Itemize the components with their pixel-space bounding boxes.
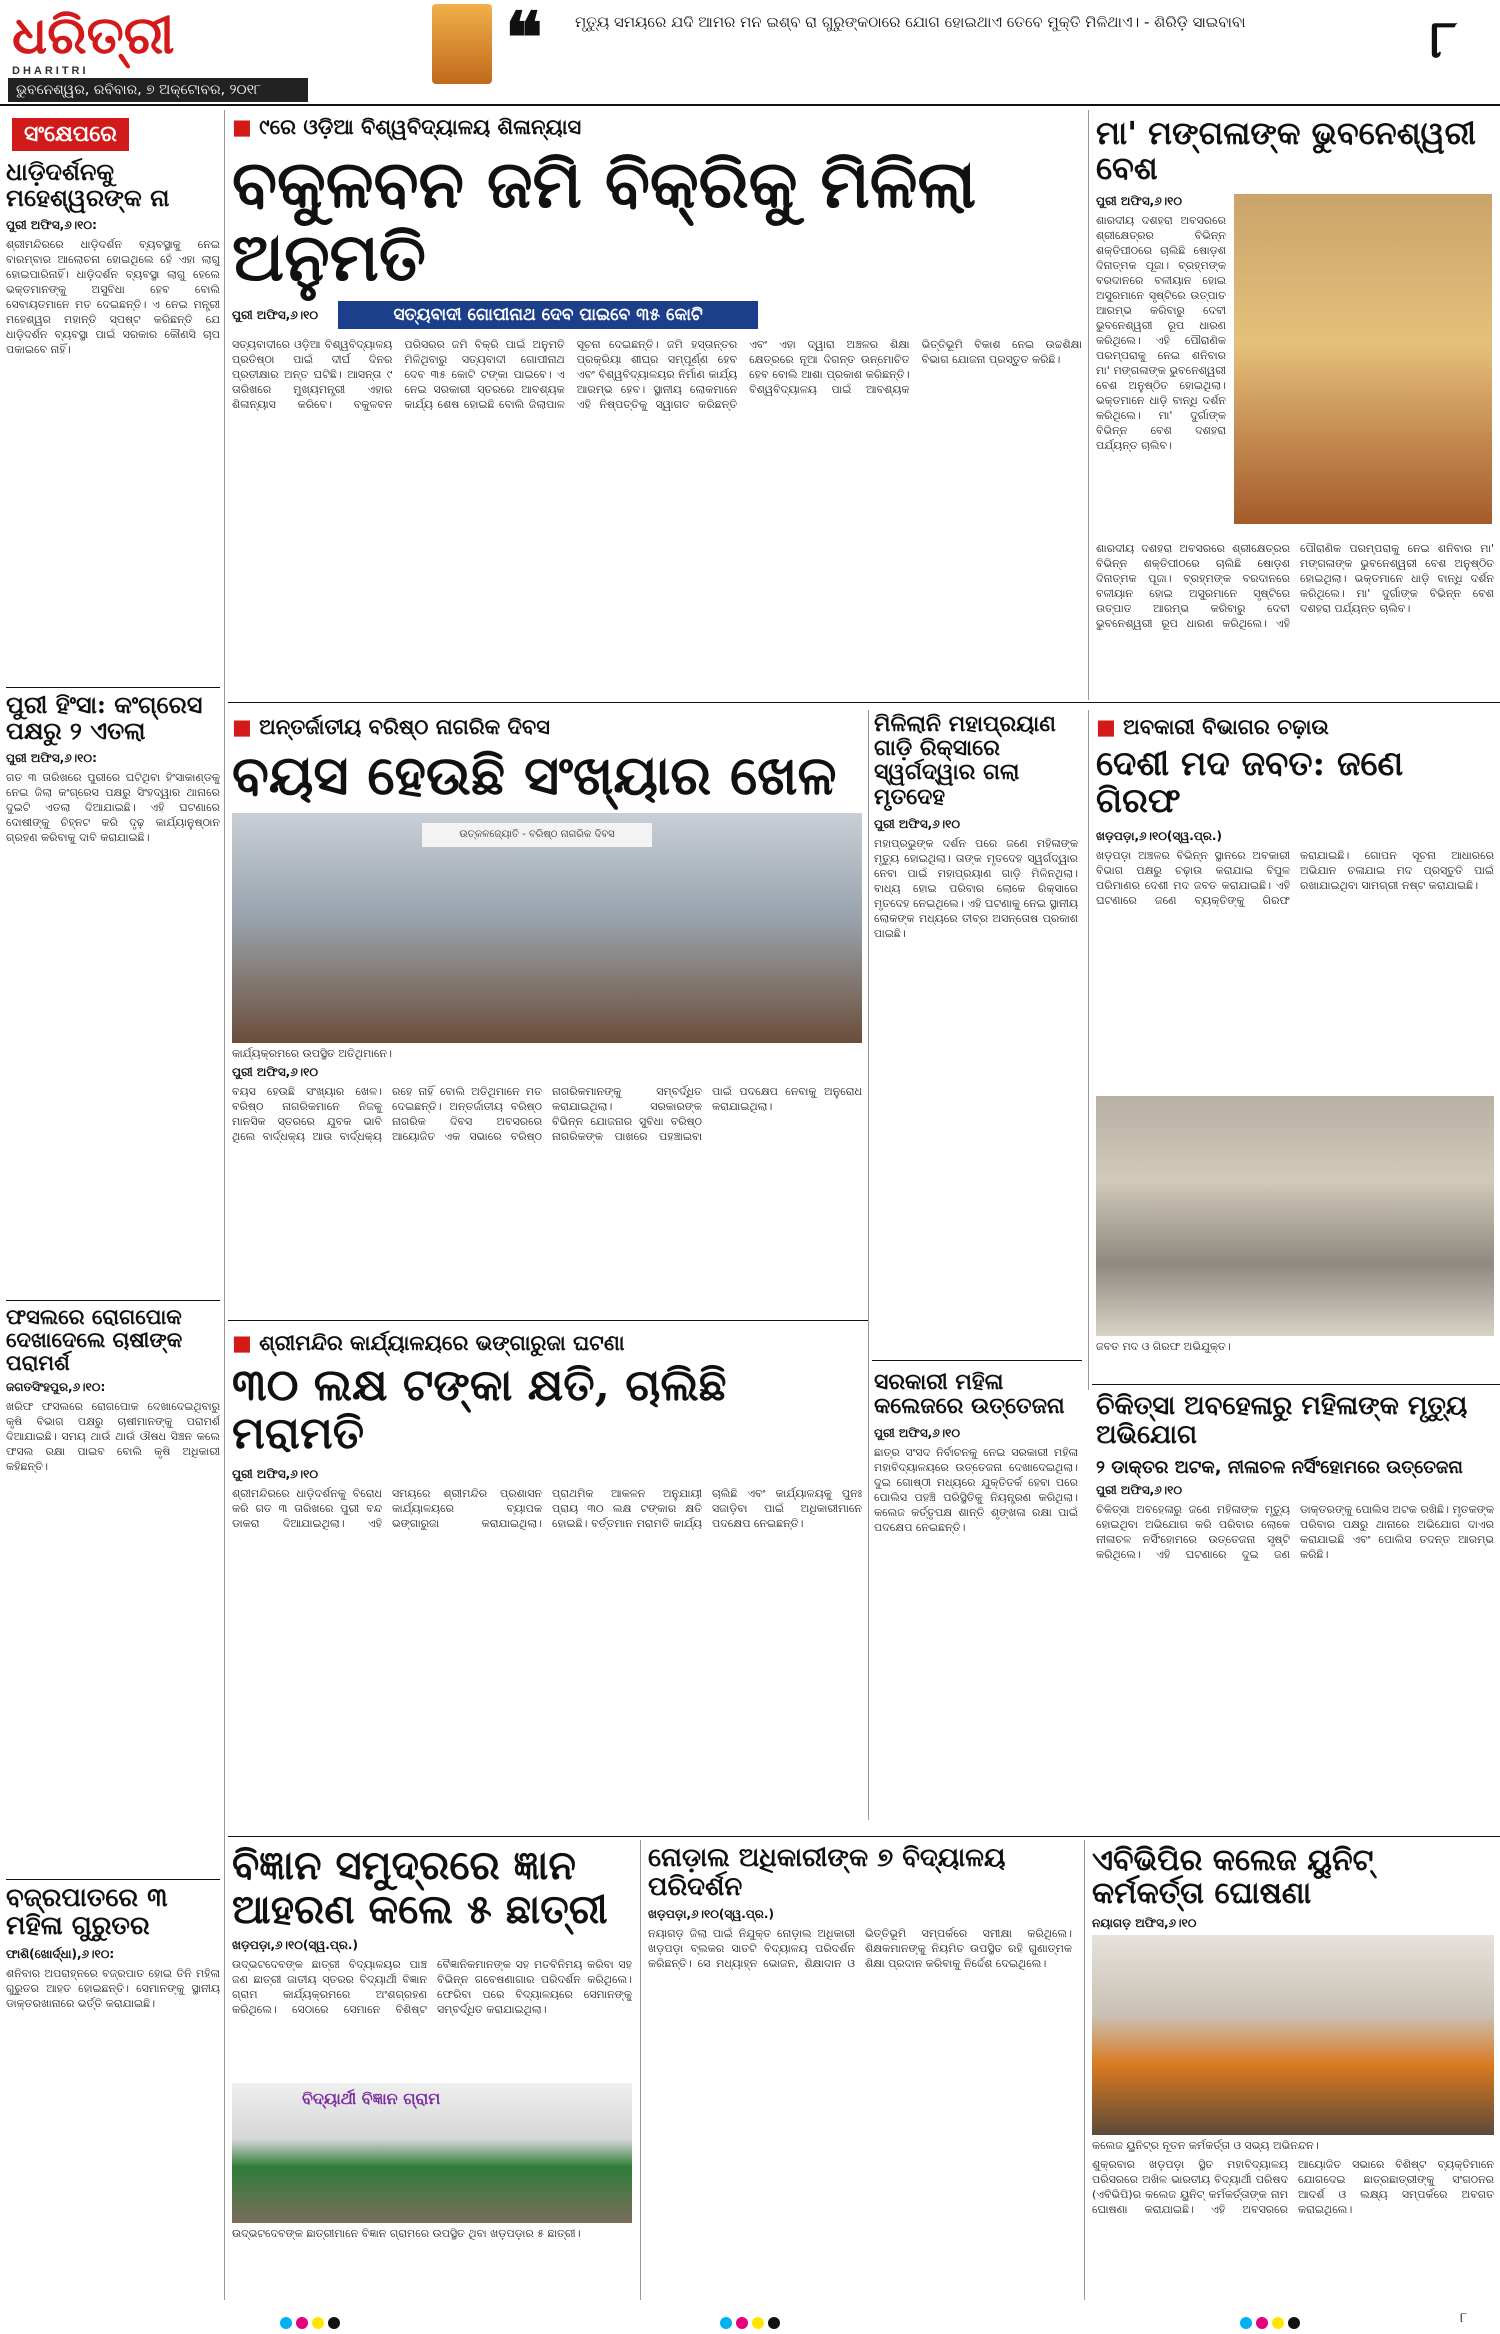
brief-body: ଶନିବାର ଅପରାହ୍ନରେ ବଜ୍ରପାତ ହୋଇ ତିନି ମହିଳା ଗୁରୁତର ଆହତ ହୋଇଛନ୍ତି। ସେମାନଙ୍କୁ ସ୍ଥାନୀୟ ଡାକ୍ତରଖାନାରେ ଭର୍ତ୍ତି କରାଯାଇଛି। xyxy=(6,1967,220,2011)
hospital-subhead: ୨ ଡାକ୍ତର ଅଟକ, ନୀଳାଚଳ ନର୍ସିଂହୋମରେ ଉତ୍ତେଜନା xyxy=(1096,1457,1463,1479)
section-rule xyxy=(872,1360,1082,1361)
lead-banner: ସତ୍ୟବାଦୀ ଗୋପୀନାଥ ଦେବ ପାଇବେ ୩୫ କୋଟି xyxy=(338,301,758,329)
mahaprayan-headline: ମିଳିଲାନି ମହାପ୍ରୟାଣ ଗାଡ଼ି ରିକ୍ସାରେ ସ୍ୱର୍ଗଦ୍ୱାର ଗଲା ମୃତଦେହ xyxy=(874,711,1056,810)
liquor-dateline: ଖଡ଼ପଡ଼ା,୬।୧୦(ସ୍ୱ.ପ୍ର.) xyxy=(1096,828,1222,843)
logo-text: ଧରିତ୍ରୀ xyxy=(12,5,175,66)
liquor-body: ଖଡ଼ପଡ଼ା ଅଞ୍ଚଳର ବିଭିନ୍ନ ସ୍ଥାନରେ ଅବକାରୀ ବିଭାଗ ପକ୍ଷରୁ ଚଢ଼ାଉ କରାଯାଇ ବିପୁଳ ପରିମାଣର ଦେଶୀ ମଦ ଜବତ କରାଯାଇଛି। ଏହି ଘଟଣାରେ ଜଣେ ବ୍ୟକ୍ତିଙ୍କୁ ଗିରଫ କରାଯାଇଛି। ଗୋପନ ସୂଚନା ଆଧାରରେ ଅଭିଯାନ ଚଳାଯାଇ ମଦ ପ୍ରସ୍ତୁତି ପାଇଁ ରଖାଯାଇଥିବା ସାମଗ୍ରୀ ନଷ୍ଟ କରାଯାଇଛି। xyxy=(1096,848,1494,907)
temple-kicker: ■ ଶ୍ରୀମନ୍ଦିର କାର୍ଯ୍ୟାଳୟରେ ଭଙ୍ଗାରୁଜା ଘଟଣା xyxy=(232,1328,862,1358)
elderly-caption: କାର୍ଯ୍ୟକ୍ରମରେ ଉପସ୍ଥିତ ଅତିଥିମାନେ। xyxy=(232,1047,392,1061)
hospital-headline: ଚିକିତ୍ସା ଅବହେଳାରୁ ମହିଳାଙ୍କ ମୃତ୍ୟୁ ଅଭିଯୋଗ xyxy=(1096,1391,1468,1450)
column-divider xyxy=(868,710,869,1820)
brief-body: ଖରିଫ ଫସଲରେ ରୋଗପୋକ ଦେଖାଦେଇଥିବାରୁ କୃଷି ବିଭାଗ ପକ୍ଷରୁ ଚାଷୀମାନଙ୍କୁ ପରାମର୍ଶ ଦିଆଯାଇଛି। ସମୟ ଥାଉଁ ଥାଉଁ ଔଷଧ ସିଞ୍ଚନ କଲେ ଫସଲ ରକ୍ଷା ପାଇବ ବୋଲି କୃଷି ଅଧିକାରୀ କହିଛନ୍ତି। xyxy=(6,1399,220,1473)
abvp-group-photo xyxy=(1092,1935,1494,2135)
mahaprayan-story xyxy=(874,712,1078,1352)
temple-dateline: ପୁରୀ ଅଫିସ,୬।୧୦ xyxy=(232,1466,319,1481)
science-caption: ଉଦ୍ଭଟଦେବଙ୍କ ଛାତ୍ରୀମାନେ ବିଜ୍ଞାନ ଗ୍ରାମରେ ଉପସ୍ଥିତ ଥିବା ଖଡ଼ପଡ଼ାର ୫ ଛାତ୍ରୀ। xyxy=(232,2227,581,2240)
abvp-headline: ଏବିଭିପିର କଲେଜ ୟୁନିଟ୍ କର୍ମକର୍ତ୍ତା ଘୋଷଣା xyxy=(1092,1843,1374,1911)
hospital-body: ଚିକିତ୍ସା ଅବହେଳାରୁ ଜଣେ ମହିଳାଙ୍କ ମୃତ୍ୟୁ ହୋଇଥିବା ଅଭିଯୋଗ କରି ପରିବାର ଲୋକେ ନୀଳାଚଳ ନର୍ସିଂହୋମରେ ଉତ୍ତେଜନା ସୃଷ୍ଟି କରିଥିଲେ। ଏହି ଘଟଣାରେ ଦୁଇ ଜଣ ଡାକ୍ତରଙ୍କୁ ପୋଲିସ ଅଟକ ରଖିଛି। ମୃତକଙ୍କ ପରିବାର ପକ୍ଷରୁ ଥାନାରେ ଅଭିଯୋଗ ଦାଏର କରାଯାଇଛି ଏବଂ ପୋଲିସ ତଦନ୍ତ ଆରମ୍ଭ କରିଛି। xyxy=(1096,1503,1494,1562)
abvp-caption: କଲେଜ ୟୁନିଟ୍‌ର ନୂତନ କର୍ମକର୍ତ୍ତା ଓ ସଭ୍ୟ ଅଭିନନ୍ଦନ। xyxy=(1092,2139,1319,2152)
science-village-photo xyxy=(232,2083,632,2223)
abvp-body: ଶୁକ୍ରବାର ଖଡ଼ପଡ଼ା ସ୍ଥିତ ମହାବିଦ୍ୟାଳୟ ପରିସରରେ ଅଖିଳ ଭାରତୀୟ ବିଦ୍ୟାର୍ଥୀ ପରିଷଦ (ଏବିଭିପି)ର କଲେଜ ୟୁନିଟ୍ କର୍ମକର୍ତ୍ତାଙ୍କ ନାମ ଘୋଷଣା କରାଯାଇଛି। ଏହି ଅବସରରେ ଆୟୋଜିତ ସଭାରେ ବିଶିଷ୍ଟ ବ୍ୟକ୍ତିମାନେ ଯୋଗଦେଇ ଛାତ୍ରଛାତ୍ରୀଙ୍କୁ ସଂଗଠନର ଆଦର୍ଶ ଓ ଲକ୍ଷ୍ୟ ସମ୍ପର୍କରେ ଅବଗତ କରାଇଥିଲେ। xyxy=(1092,2158,1494,2216)
page-number: ୮ xyxy=(1430,10,1458,70)
elderly-headline: ବୟସ ହେଉଛି ସଂଖ୍ୟାର ଖେଳ xyxy=(232,743,837,807)
brief-divider xyxy=(6,1300,220,1301)
nodal-officer-story xyxy=(648,1844,1072,2304)
sidebar-tag: ସଂକ୍ଷେପରେ xyxy=(12,118,129,151)
abvp-story xyxy=(1092,1844,1494,2304)
brief-divider xyxy=(6,687,220,688)
temple-office-story xyxy=(232,1328,862,1828)
section-rule xyxy=(228,1836,1500,1837)
elderly-story xyxy=(232,712,862,1322)
brief-story xyxy=(6,689,220,1290)
nodal-headline: ନୋଡ଼ାଲ ଅଧିକାରୀଙ୍କ ୭ ବିଦ୍ୟାଳୟ ପରିଦର୍ଶନ xyxy=(648,1843,1006,1902)
column-divider xyxy=(224,110,225,2300)
mahaprayan-body: ମହାପ୍ରଭୁଙ୍କ ଦର୍ଶନ ପରେ ଜଣେ ମହିଳାଙ୍କ ମୃତ୍ୟୁ ହୋଇଥିଲା। ତାଙ୍କ ମୃତଦେହ ସ୍ୱର୍ଗଦ୍ୱାର ନେବା ପାଇଁ ମହାପ୍ରୟାଣ ଗାଡ଼ି ମିଳିନଥିଲା। ବାଧ୍ୟ ହୋଇ ପରିବାର ଲୋକେ ରିକ୍ସାରେ ମୃତଦେହ ନେଇଥିଲେ। ଏହି ଘଟଣାକୁ ନେଇ ସ୍ଥାନୀୟ ଲୋକଙ୍କ ମଧ୍ୟରେ ତୀବ୍ର ଅସନ୍ତୋଷ ପ୍ରକାଶ ପାଇଛି। xyxy=(874,836,1078,940)
section-rule xyxy=(1092,1384,1500,1385)
brief-dateline: ଜଗତସିଂହପୁର,୬।୧୦: xyxy=(6,1379,106,1394)
brief-dateline: ପୁରୀ ଅଫିସ,୬।୧୦: xyxy=(6,217,97,232)
elderly-event-photo xyxy=(232,813,862,1043)
science-body: ଉଦ୍ଭଟଦେବଙ୍କ ଛାତ୍ରୀ ବିଦ୍ୟାଳୟର ପାଞ୍ଚ ଜଣ ଛାତ୍ରୀ ଜାତୀୟ ସ୍ତରର ବିଦ୍ୟାର୍ଥୀ ବିଜ୍ଞାନ ଗ୍ରାମ କାର୍ଯ୍ୟକ୍ରମରେ ଅଂଶଗ୍ରହଣ କରିଥିଲେ। ସେଠାରେ ସେମାନେ ବିଶିଷ୍ଟ ବୈଜ୍ଞାନିକମାନଙ୍କ ସହ ମତବିନିମୟ କରିବା ସହ ବିଭିନ୍ନ ଗବେଷଣାଗାର ପରିଦର୍ଶନ କରିଥିଲେ। ଫେରିବା ପରେ ବିଦ୍ୟାଳୟରେ ସେମାନଙ୍କୁ ସମ୍ବର୍ଦ୍ଧିତ କରାଯାଇଥିଲା। xyxy=(232,1958,632,2016)
college-body: ଛାତ୍ର ସଂସଦ ନିର୍ବାଚନକୁ ନେଇ ସରକାରୀ ମହିଳା ମହାବିଦ୍ୟାଳୟରେ ଉତ୍ତେଜନା ଦେଖାଦେଇଥିଲା। ଦୁଇ ଗୋଷ୍ଠୀ ମଧ୍ୟରେ ଯୁକ୍ତିତର୍କ ହେବା ପରେ ପୋଲିସ ପହଞ୍ଚି ପରିସ୍ଥିତିକୁ ନିୟନ୍ତ୍ରଣ କରିଥିଲା। କଲେଜ କର୍ତ୍ତୃପକ୍ଷ ଶାନ୍ତି ଶୃଙ୍ଖଳା ରକ୍ଷା ପାଇଁ ପଦକ୍ଷେପ ନେଇଛନ୍ତି। xyxy=(874,1446,1078,1535)
brief-story xyxy=(6,159,220,677)
section-rule xyxy=(228,702,1500,703)
college-headline: ସରକାରୀ ମହିଳା କଲେଜରେ ଉତ୍ତେଜନା xyxy=(874,1369,1065,1420)
college-dateline: ପୁରୀ ଅଫିସ,୬।୧୦ xyxy=(874,1426,961,1441)
maa-mangala-body: ଶାରଦୀୟ ଦଶହରା ଅବସରରେ ଶ୍ରୀକ୍ଷେତ୍ରର ବିଭିନ୍ନ ଶକ୍ତିପୀଠରେ ଚାଲିଛି ଷୋଡ଼ଶ ଦିନାତ୍ମକ ପୂଜା। ବ୍ରହ୍ମଙ୍କ ବରଦାନରେ ବଳୀୟାନ ହୋଇ ଅସୁରମାନେ ସୃଷ୍ଟିରେ ଉତ୍ପାତ ଆରମ୍ଭ କରିବାରୁ ଦେବୀ ଭୁବନେଶ୍ୱରୀ ରୂପ ଧାରଣ କରିଥିଲେ। ଏହି ପୌରାଣିକ ପରମ୍ପରାକୁ ନେଇ ଶନିବାର ମା' ମଙ୍ଗଳାଙ୍କ ଭୁବନେଶ୍ୱରୀ ବେଶ ଅନୁଷ୍ଠିତ ହୋଇଥିଲା। ଭକ୍ତମାନେ ଧାଡ଼ି ବାନ୍ଧି ଦର୍ଶନ କରିଥିଲେ। ମା' ଦୁର୍ଗାଙ୍କ ବିଭିନ୍ନ ବେଶ ଦଶହରା ପର୍ଯ୍ୟନ୍ତ ଚାଲିବ। xyxy=(1096,214,1226,453)
science-dateline: ଖଡ଼ପଡ଼ା,୬।୧୦(ସ୍ୱ.ପ୍ର.) xyxy=(232,1938,358,1952)
sidebar-briefs xyxy=(6,112,220,2292)
science-village-banner: ବିଦ୍ୟାର୍ଥୀ ବିଜ୍ଞାନ ଗ୍ରାମ xyxy=(302,2089,441,2108)
liquor-story xyxy=(1096,712,1494,1372)
liquor-headline: ଦେଶୀ ମଦ ଜବତ: ଜଣେ ଗିରଫ xyxy=(1096,744,1404,822)
brief-headline: ଫସଲରେ ରୋଗପୋକ ଦେଖାଦେଲେ ଚାଷୀଙ୍କ ପରାମର୍ଶ xyxy=(6,1303,183,1375)
dateline: ଭୁବନେଶ୍ୱର, ରବିବାର, ୭ ଅକ୍ଟୋବର, ୨୦୧୮ xyxy=(8,78,308,102)
science-story xyxy=(232,1844,632,2304)
nodal-body: ନୟାଗଡ଼ ଜିଲା ପାଇଁ ନିଯୁକ୍ତ ନୋଡ଼ାଲ ଅଧିକାରୀ ଖଡ଼ପଡ଼ା ବ୍ଲକର ସାତଟି ବିଦ୍ୟାଳୟ ପରିଦର୍ଶନ କରିଛନ୍ତି। ସେ ମଧ୍ୟାହ୍ନ ଭୋଜନ, ଶିକ୍ଷାଦାନ ଓ ଭିତ୍ତିଭୂମି ସମ୍ପର୍କରେ ସମୀକ୍ଷା କରିଥିଲେ। ଶିକ୍ଷକମାନଙ୍କୁ ନିୟମିତ ଉପସ୍ଥିତ ରହି ଗୁଣାତ୍ମକ ଶିକ୍ଷା ପ୍ରଦାନ କରିବାକୁ ନିର୍ଦ୍ଦେଶ ଦେଇଥିଲେ। xyxy=(648,1927,1072,1971)
maa-mangala-dateline: ପୁରୀ ଅଫିସ,୬।୧୦ xyxy=(1096,194,1183,209)
lead-headline: ବକୁଳବନ ଜମି ବିକ୍ରିକୁ ମିଳିଲା ଅନୁମତି xyxy=(232,145,977,296)
masthead-rule xyxy=(0,104,1500,106)
column-divider xyxy=(1088,110,1089,700)
lead-kicker: ■ ୯ରେ ଓଡ଼ିଆ ବିଶ୍ୱବିଦ୍ୟାଳୟ ଶିଳାନ୍ୟାସ xyxy=(232,112,1082,142)
elderly-body: ବୟସ ହେଉଛି ସଂଖ୍ୟାର ଖେଳ। ବରିଷ୍ଠ ନାଗରିକମାନେ ନିଜକୁ ମାନସିକ ସ୍ତରରେ ଯୁବକ ଭାବି ଥିଲେ ବାର୍ଦ୍ଧକ୍ୟ ଆଉ ବାର୍ଦ୍ଧକ୍ୟ ରହେ ନାହିଁ ବୋଲି ଅତିଥିମାନେ ମତ ଦେଇଛନ୍ତି। ଅନ୍ତର୍ଜାତୀୟ ବରିଷ୍ଠ ନାଗରିକ ଦିବସ ଅବସରରେ ଆୟୋଜିତ ଏକ ସଭାରେ ବରିଷ୍ଠ ନାଗରିକମାନଙ୍କୁ ସମ୍ବର୍ଦ୍ଧିତ କରାଯାଇଥିଲା। ସରକାରଙ୍କ ବିଭିନ୍ନ ଯୋଜନାର ସୁବିଧା ବରିଷ୍ଠ ନାଗରିକଙ୍କ ପାଖରେ ପହଞ୍ଚାଇବା ପାଇଁ ପଦକ୍ଷେପ ନେବାକୁ ଅନୁରୋଧ କରାଯାଇଥିଲା। xyxy=(232,1085,862,1144)
registration-marks xyxy=(280,2314,344,2333)
brief-body: ଶ୍ରୀମନ୍ଦିରରେ ଧାଡ଼ିଦର୍ଶନ ବ୍ୟବସ୍ଥାକୁ ନେଇ ବାରମ୍ବାର ଆଲୋଚନା ହୋଇଥିଲେ ହେଁ ଏହା ଲାଗୁ ହୋଇପାରିନାହିଁ। ଧାଡ଼ିଦର୍ଶନ ବ୍ୟବସ୍ଥା ଲାଗୁ ହେଲେ ଭକ୍ତମାନଙ୍କୁ ଅସୁବିଧା ହେବ ବୋଲି ସେବାୟତମାନେ ମତ ଦେଇଛନ୍ତି। ଏ ନେଇ ମନ୍ତ୍ରୀ ମହେଶ୍ୱର ମହାନ୍ତି ସ୍ପଷ୍ଟ କରିଛନ୍ତି ଯେ ଧାଡ଼ିଦର୍ଶନ ବ୍ୟବସ୍ଥା ପାଇଁ ସରକାର କୌଣସି ଚାପ ପକାଇବେ ନାହିଁ। xyxy=(6,237,220,356)
brief-divider xyxy=(6,1879,220,1880)
mahaprayan-dateline: ପୁରୀ ଅଫିସ,୬।୧୦ xyxy=(874,816,961,831)
footer-page-mark: ୮ xyxy=(1460,2310,1468,2326)
maa-mangala-body-cont: ଶାରଦୀୟ ଦଶହରା ଅବସରରେ ଶ୍ରୀକ୍ଷେତ୍ରର ବିଭିନ୍ନ ଶକ୍ତିପୀଠରେ ଚାଲିଛି ଷୋଡ଼ଶ ଦିନାତ୍ମକ ପୂଜା। ବ୍ରହ୍ମଙ୍କ ବରଦାନରେ ବଳୀୟାନ ହୋଇ ଅସୁରମାନେ ସୃଷ୍ଟିରେ ଉତ୍ପାତ ଆରମ୍ଭ କରିବାରୁ ଦେବୀ ଭୁବନେଶ୍ୱରୀ ରୂପ ଧାରଣ କରିଥିଲେ। ଏହି ପୌରାଣିକ ପରମ୍ପରାକୁ ନେଇ ଶନିବାର ମା' ମଙ୍ଗଳାଙ୍କ ଭୁବନେଶ୍ୱରୀ ବେଶ ଅନୁଷ୍ଠିତ ହୋଇଥିଲା। ଭକ୍ତମାନେ ଧାଡ଼ି ବାନ୍ଧି ଦର୍ଶନ କରିଥିଲେ। ମା' ଦୁର୍ଗାଙ୍କ ବିଭିନ୍ନ ବେଶ ଦଶହରା ପର୍ଯ୍ୟନ୍ତ ଚାଲିବ। xyxy=(1096,542,1494,631)
elderly-kicker: ■ ଅନ୍ତର୍ଜାତୀୟ ବରିଷ୍ଠ ନାଗରିକ ଦିବସ xyxy=(232,712,862,742)
hospital-dateline: ପୁରୀ ଅଫିସ,୬।୧୦ xyxy=(1096,1483,1183,1498)
deity-photo xyxy=(1234,194,1492,524)
lead-body: ସତ୍ୟବାଦୀରେ ଓଡ଼ିଆ ବିଶ୍ୱବିଦ୍ୟାଳୟ ପ୍ରତିଷ୍ଠା ପାଇଁ ଦୀର୍ଘ ଦିନର ପ୍ରତୀକ୍ଷାର ଅନ୍ତ ଘଟିଛି। ଆସନ୍ତା ୯ ତାରିଖରେ ମୁଖ୍ୟମନ୍ତ୍ରୀ ଏହାର ଶିଳାନ୍ୟାସ କରିବେ। ବକୁଳବନ ପରିସରର ଜମି ବିକ୍ରି ପାଇଁ ଅନୁମତି ମିଳିଥିବାରୁ ସତ୍ୟବାଦୀ ଗୋପୀନାଥ ଦେବ ୩୫ କୋଟି ଟଙ୍କା ପାଇବେ। ଏ ନେଇ ସରକାରୀ ସ୍ତରରେ ଆବଶ୍ୟକ କାର୍ଯ୍ୟ ଶେଷ ହୋଇଛି ବୋଲି ଜିଲାପାଳ ସୂଚନା ଦେଇଛନ୍ତି। ଜମି ହସ୍ତାନ୍ତର ପ୍ରକ୍ରିୟା ଶୀଘ୍ର ସମ୍ପୂର୍ଣ୍ଣ ହେବ ଏବଂ ବିଶ୍ୱବିଦ୍ୟାଳୟର ନିର୍ମାଣ କାର୍ଯ୍ୟ ଆରମ୍ଭ ହେବ। ସ୍ଥାନୀୟ ଲୋକମାନେ ଏହି ନିଷ୍ପତ୍ତିକୁ ସ୍ୱାଗତ କରିଛନ୍ତି ଏବଂ ଏହା ଦ୍ୱାରା ଅଞ୍ଚଳର ଶିକ୍ଷା କ୍ଷେତ୍ରରେ ନୂଆ ଦିଗନ୍ତ ଉନ୍ମୋଚିତ ହେବ ବୋଲି ଆଶା ପ୍ରକାଶ କରିଛନ୍ତି। ବିଶ୍ୱବିଦ୍ୟାଳୟ ପାଇଁ ଆବଶ୍ୟକ ଭିତ୍ତିଭୂମି ବିକାଶ ନେଇ ଉଚ୍ଚଶିକ୍ଷା ବିଭାଗ ଯୋଜନା ପ୍ରସ୍ତୁତ କରିଛି। xyxy=(232,338,1082,412)
temple-body: ଶ୍ରୀମନ୍ଦିରରେ ଧାଡ଼ିଦର୍ଶନକୁ ବିରୋଧ କରି ଗତ ୩ ତାରିଖରେ ପୁରୀ ବନ୍ଦ ଡାକରା ଦିଆଯାଇଥିଲା। ଏହି ସମୟରେ ଶ୍ରୀମନ୍ଦିର ପ୍ରଶାସନ କାର୍ଯ୍ୟାଳୟରେ ବ୍ୟାପକ ଭଙ୍ଗାରୁଜା କରାଯାଇଥିଲା। ପ୍ରାଥମିକ ଆକଳନ ଅନୁଯାୟୀ ପ୍ରାୟ ୩୦ ଲକ୍ଷ ଟଙ୍କାର କ୍ଷତି ହୋଇଛି। ବର୍ତ୍ତମାନ ମରାମତି କାର୍ଯ୍ୟ ଚାଲିଛି ଏବଂ କାର୍ଯ୍ୟାଳୟକୁ ପୁନଃ ସଜାଡ଼ିବା ପାଇଁ ଅଧିକାରୀମାନେ ପଦକ୍ଷେପ ନେଇଛନ୍ତି। xyxy=(232,1486,862,1530)
brief-body: ଗତ ୩ ତାରିଖରେ ପୁରୀରେ ଘଟିଥିବା ହିଂସାକାଣ୍ଡକୁ ନେଇ ଜିଲା କଂଗ୍ରେସ ପକ୍ଷରୁ ସିଂହଦ୍ୱାର ଥାନାରେ ଦୁଇଟି ଏତଲା ଦିଆଯାଇଛି। ଏହି ଘଟଣାରେ ଦୋଷୀଙ୍କୁ ଚିହ୍ନଟ କରି ଦୃଢ଼ କାର୍ଯ୍ୟାନୁଷ୍ଠାନ ଗ୍ରହଣ କରିବାକୁ ଦାବି କରାଯାଇଛି। xyxy=(6,770,220,844)
brief-headline: ଧାଡ଼ିଦର୍ଶନକୁ ମହେଶ୍ୱରଙ୍କ ନା xyxy=(6,157,170,213)
temple-headline: ୩୦ ଲକ୍ଷ ଟଙ୍କା କ୍ଷତି, ଚାଲିଛି ମରାମତି xyxy=(232,1360,727,1460)
abvp-dateline: ନୟାଗଡ଼ ଅଫିସ,୬।୧୦ xyxy=(1092,1916,1197,1930)
quote-mark-icon: ❝ xyxy=(505,0,543,79)
brief-dateline: ଫାଶି(ଖୋର୍ଦ୍ଧା),୬।୧୦: xyxy=(6,1947,115,1962)
column-divider xyxy=(640,1840,641,2300)
nodal-dateline: ଖଡ଼ପଡ଼ା,୬।୧୦(ସ୍ୱ.ପ୍ର.) xyxy=(648,1907,774,1922)
liquor-seizure-photo xyxy=(1096,1096,1494,1336)
newspaper-logo xyxy=(12,6,202,76)
lead-story xyxy=(232,112,1082,692)
maa-mangala-story xyxy=(1096,116,1494,696)
elderly-dateline: ପୁରୀ ଅଫିସ,୬।୧୦ xyxy=(232,1065,319,1080)
column-divider xyxy=(1088,710,1089,1390)
lead-dateline: ପୁରୀ ଅଫିସ,୬।୧୦ xyxy=(232,307,319,322)
brief-headline: ବଜ୍ରପାତରେ ୩ ମହିଳା ଗୁରୁତର xyxy=(6,1882,168,1942)
logo-subtext: DHARITRI xyxy=(12,65,89,77)
section-rule xyxy=(228,1320,868,1321)
column-divider xyxy=(1084,1840,1085,2300)
brief-story xyxy=(6,1305,220,1869)
brief-dateline: ପୁରୀ ଅଫିସ,୬।୧୦: xyxy=(6,750,97,765)
college-women-story xyxy=(874,1370,1078,1830)
maa-mangala-headline: ମା' ମଙ୍ଗଳାଙ୍କ ଭୁବନେଶ୍ୱରୀ ବେଶ xyxy=(1096,114,1476,188)
brief-headline: ପୁରୀ ହିଂସା: କଂଗ୍ରେସ ପକ୍ଷରୁ ୨ ଏତଲା xyxy=(6,689,203,746)
hospital-story xyxy=(1096,1392,1494,1832)
registration-marks xyxy=(720,2314,784,2333)
liquor-kicker: ■ ଅବକାରୀ ବିଭାଗର ଚଢ଼ାଉ xyxy=(1096,712,1494,742)
registration-marks xyxy=(1240,2314,1304,2333)
daily-quote: ମୃତ୍ୟୁ ସମୟରେ ଯଦି ଆମର ମନ ଇଶ୍ବ ରା ଗୁରୁଙ୍କଠାରେ ଯୋଗ ହୋଇଥାଏ ତେବେ ମୁକ୍ତି ମିଳିଥାଏ। - ଶିରିଡ଼ି ସାଇବାବା xyxy=(575,13,1246,31)
stage-banner: ଉତ୍କଳଜ୍ୟୋତି - ବରିଷ୍ଠ ନାଗରିକ ଦିବସ xyxy=(422,823,652,847)
saint-portrait xyxy=(432,4,492,84)
brief-story xyxy=(6,1884,220,2266)
science-headline: ବିଜ୍ଞାନ ସମୁଦ୍ରରେ ଜ୍ଞାନ ଆହରଣ କଲେ ୫ ଛାତ୍ରୀ xyxy=(232,1842,608,1933)
liquor-caption: ଜବତ ମଦ ଓ ଗିରଫ ଅଭିଯୁକ୍ତ। xyxy=(1096,1339,1231,1353)
